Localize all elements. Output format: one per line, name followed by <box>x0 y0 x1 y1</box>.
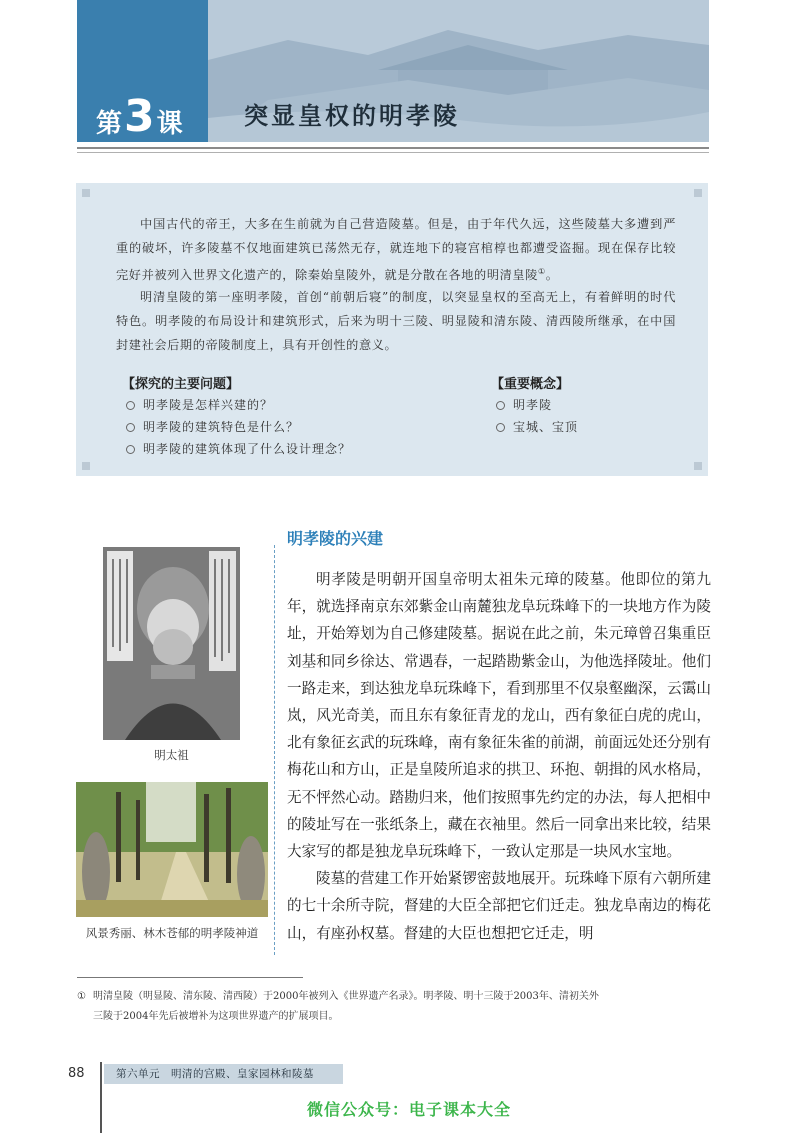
footnote <box>77 987 709 1027</box>
question-item: 明孝陵是怎样兴建的？ <box>126 396 273 413</box>
portrait-image <box>103 547 240 740</box>
body-paragraph: 陵墓的营建工作开始紧锣密鼓地展开。玩珠峰下原有六朝所建的七十余所寺院，督建的大臣全部把它们迁走。独龙阜南边的梅花山，有座孙权墓。督建的大臣也想把它迁走，明 <box>287 870 711 942</box>
footnote-divider <box>77 977 303 978</box>
circle-bullet-icon <box>496 401 505 410</box>
body-text <box>287 566 711 947</box>
portrait-caption: 明太祖 <box>154 748 189 762</box>
question-item: 明孝陵的建筑特色是什么？ <box>126 418 299 435</box>
circle-bullet-icon <box>126 401 135 410</box>
corner-mark <box>82 462 90 470</box>
footnote-line: 三陵于2004年先后被增补为这项世界遗产的扩展项目。 <box>93 1011 339 1022</box>
intro-box <box>76 183 708 476</box>
watermark: 微信公众号：电子课本大全 <box>307 1100 512 1119</box>
lesson-suffix: 课 <box>156 109 183 139</box>
intro-paragraph: 中国古代的帝王，大多在生前就为自己营造陵墓。但是，由于年代久远，这些陵墓大多遭到严重的破坏，许多陵墓不仅地面建筑已荡然无存，就连地下的寝宫棺椁也都遭受盗掘。现在保存比较完好并被列入世界文化遗产的，除秦始皇陵外，就是分散在各地的明清皇陵①。 <box>116 217 676 283</box>
concepts-heading: 【重要概念】 <box>491 377 570 392</box>
lesson-number <box>96 91 183 142</box>
intro-paragraph: 明清皇陵的第一座明孝陵，首创“前朝后寝”的制度，以突显皇权的至高无上，有着鲜明的时代特色。明孝陵的布局设计和建筑形式，后来为明十三陵、明显陵和清东陵、清西陵所继承，在中国封建社会后期的帝陵制度上，具有开创性的意义。 <box>116 290 676 352</box>
footer-divider <box>100 1062 102 1133</box>
footnote-ref[interactable]: ① <box>538 267 546 276</box>
body-paragraph: 明孝陵是明朝开国皇帝明太祖朱元璋的陵墓。他即位的第九年，就选择南京东郊紫金山南麓独龙阜玩珠峰下的一块地方作为陵址，开始筹划为自己修建陵墓。据说在此之前，朱元璋曾召集重臣刘基和同乡徐达、常遇春，一起踏勘紫金山，为他选择陵址。他们一路走来，到达独龙阜玩珠峰下，看到那里不仅泉壑幽深，云霭山岚，风光奇美，而且东有象征青龙的龙山，西有象征白虎的虎山，北有象征玄武的玩珠峰，南有象征朱雀的前湖，前面远处还分别有梅花山和方山，正是皇陵所追求的拱卫、环抱、朝揖的风水格局，无不怦然心动。踏勘归来，他们按照事先约定的办法，每人把相中的陵址写在一张纸条上，藏在衣袖里。然后一同拿出来比较，结果大家写的都是独龙阜玩珠峰下，一致认定那是一块风水宝地。 <box>287 571 711 861</box>
lesson-number-digit: 3 <box>124 91 155 142</box>
questions-heading: 【探究的主要问题】 <box>122 377 240 392</box>
footnote-line: 明清皇陵（明显陵、清东陵、清西陵）于2000年被列入《世界遗产名录》。明孝陵、明十三陵于2003年、清初关外 <box>93 991 599 1002</box>
header-divider-thin <box>77 152 709 153</box>
lesson-prefix: 第 <box>96 109 123 139</box>
section-title: 明孝陵的兴建 <box>287 529 384 548</box>
sacred-way-illustration <box>76 782 268 917</box>
question-item: 明孝陵的建筑体现了什么设计理念？ <box>126 440 351 457</box>
circle-bullet-icon <box>496 423 505 432</box>
concept-item: 明孝陵 <box>496 396 552 413</box>
header-divider <box>77 147 709 149</box>
column-divider <box>274 545 275 955</box>
page-number: 88 <box>68 1066 85 1081</box>
footnote-mark: ① <box>77 991 86 1002</box>
photo-caption: 风景秀丽、林木苍郁的明孝陵神道 <box>85 926 259 940</box>
sacred-way-photo <box>76 782 268 917</box>
concept-item: 宝城、宝顶 <box>496 418 578 435</box>
corner-mark <box>694 462 702 470</box>
emperor-portrait-illustration <box>103 547 240 740</box>
circle-bullet-icon <box>126 445 135 454</box>
corner-mark <box>694 189 702 197</box>
page-title: 突显皇权的明孝陵 <box>244 101 460 130</box>
corner-mark <box>82 189 90 197</box>
unit-label: 第六单元 明清的宫殿、皇家园林和陵墓 <box>104 1064 343 1084</box>
circle-bullet-icon <box>126 423 135 432</box>
